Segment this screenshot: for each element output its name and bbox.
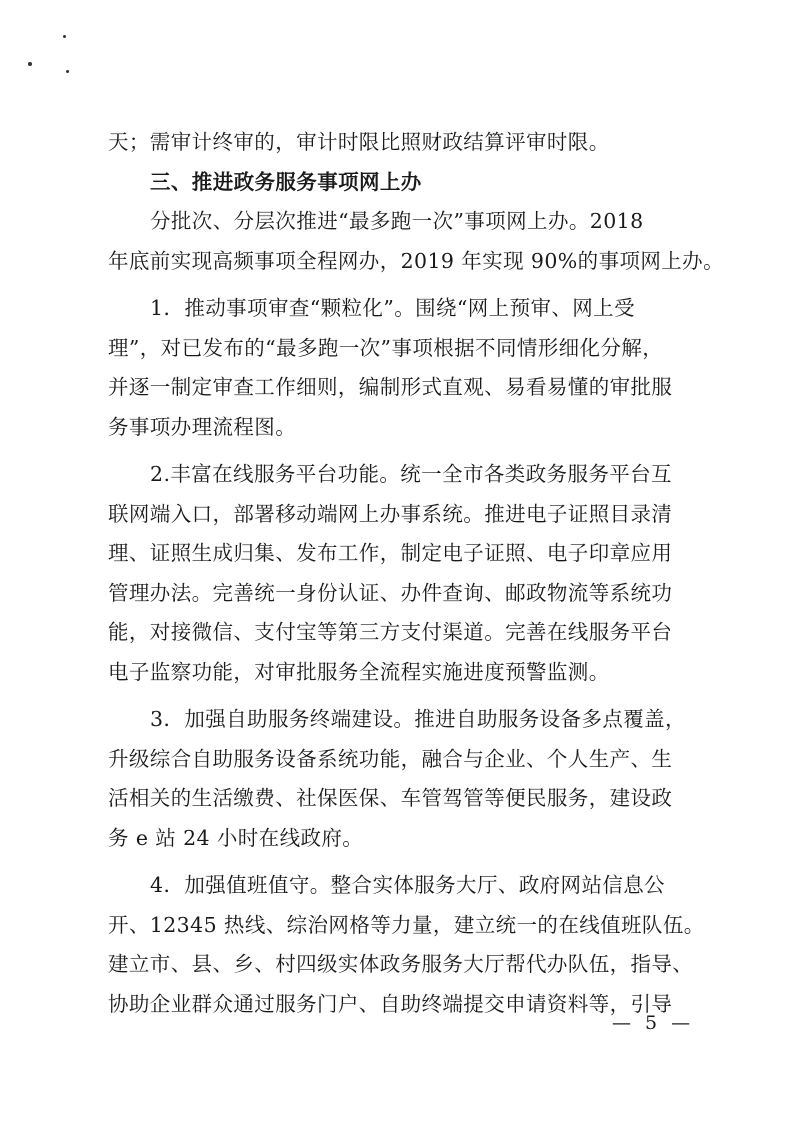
item-4-line: 4．加强值班值守。整合实体服务大厅、政府网站信息公: [150, 873, 666, 897]
item-2-line: 电子监察功能，对审批服务全流程实施进度预警监测。: [108, 659, 610, 684]
item-1-line: 理”，对已发布的“最多跑一次”事项根据不同情形细化分解，: [108, 335, 664, 360]
text-line: 天；需审计终审的，审计时限比照财政结算评审时限。: [108, 130, 610, 154]
text-line: 年底前实现高频事项全程网办，2019 年实现 90%的事项网上办。: [108, 248, 724, 273]
scan-speck: [66, 70, 69, 73]
item-1-line: 务事项办理流程图。: [108, 414, 297, 439]
item-3-line: 3．加强自助服务终端建设。推进自助服务设备多点覆盖，: [150, 707, 686, 731]
item-4-line: 协助企业群众通过服务门户、自助终端提交申请资料等，引导: [108, 991, 673, 1016]
item-3-line: 务 e 站 24 小时在线政府。: [108, 825, 364, 850]
item-4-line: 建立市、县、乡、村四级实体政务服务大厅帮代办队伍，指导、: [108, 952, 694, 976]
item-1-line: 并逐一制定审查工作细则，编制形式直观、易看易懂的审批服: [108, 375, 673, 399]
item-2-line: 联网端入口，部署移动端网上办事系统。推进电子证照目录清: [108, 501, 673, 526]
scan-speck: [63, 35, 66, 38]
item-1-line: 1．推动事项审查“颗粒化”。围绕“网上预审、网上受: [150, 296, 635, 320]
item-3-line: 活相关的生活缴费、社保医保、车管驾管等便民服务，建设政: [108, 786, 673, 810]
item-2-line: 2.丰富在线服务平台功能。统一全市各类政务服务平台互: [150, 462, 672, 486]
item-4-line: 开、12345 热线、综治网格等力量，建立统一的在线值班队伍。: [108, 912, 705, 937]
item-2-line: 管理办法。完善统一身份认证、办件查询、邮政物流等系统功: [108, 580, 673, 605]
text-line: 分批次、分层次推进“最多跑一次”事项网上办。2018: [150, 209, 644, 233]
scan-speck: [28, 62, 32, 66]
item-3-line: 升级综合自助服务设备系统功能，融合与企业、个人生产、生: [108, 746, 673, 771]
page-number: — 5 —: [612, 1012, 695, 1034]
item-2-line: 理、证照生成归集、发布工作，制定电子证照、电子印章应用: [108, 541, 673, 565]
section-heading: 三、推进政务服务事项网上办: [150, 169, 422, 194]
item-2-line: 能，对接微信、支付宝等第三方支付渠道。完善在线服务平台: [108, 620, 673, 644]
document-body: [108, 123, 724, 1024]
